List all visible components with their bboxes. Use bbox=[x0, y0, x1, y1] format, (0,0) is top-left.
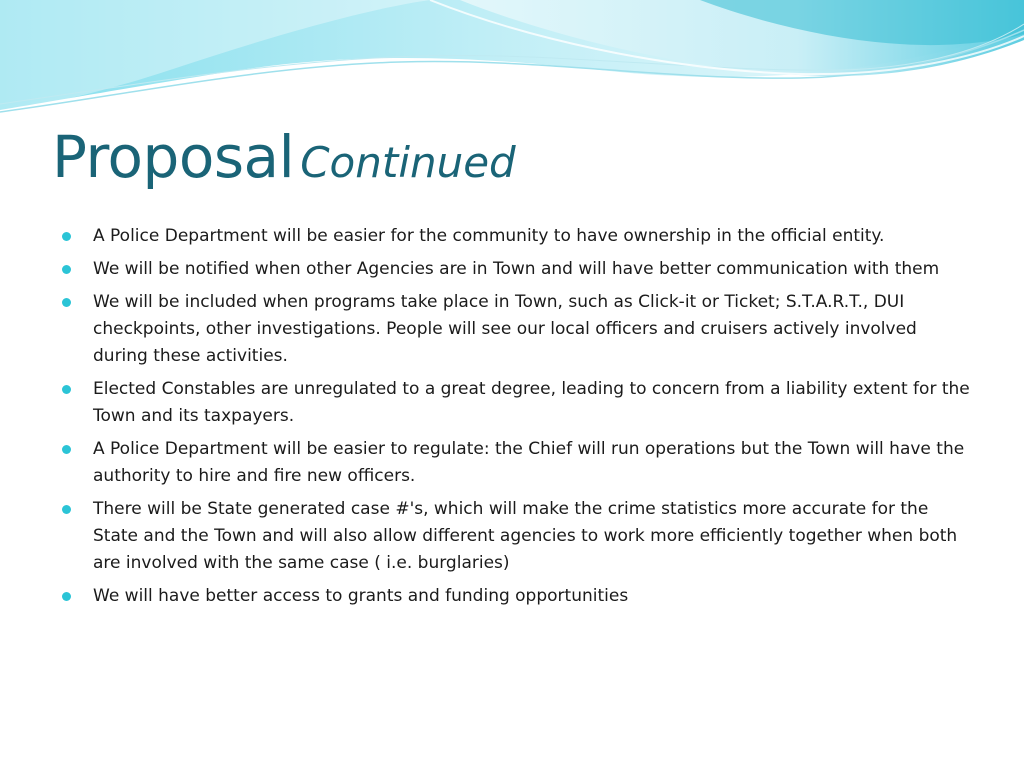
bullet-dot-icon bbox=[62, 298, 71, 307]
slide-title bbox=[52, 123, 516, 191]
bullet-item bbox=[62, 223, 970, 250]
slide-title-accent: Continued bbox=[300, 138, 516, 187]
bullet-text: A Police Department will be easier for the community to have ownership in the official entity. bbox=[93, 226, 885, 246]
header-wave-decoration bbox=[0, 0, 1024, 120]
bullet-text: We will have better access to grants and funding opportunities bbox=[93, 586, 629, 606]
bullet-dot-icon bbox=[62, 592, 71, 601]
bullet-item bbox=[62, 376, 970, 430]
bullet-dot-icon bbox=[62, 265, 71, 274]
bullet-dot-icon bbox=[62, 232, 71, 241]
bullet-list bbox=[62, 223, 970, 616]
bullet-text: Elected Constables are unregulated to a great degree, leading to concern from a liability extent for the Town and its taxpayers. bbox=[93, 379, 970, 426]
bullet-dot-icon bbox=[62, 385, 71, 394]
bullet-item bbox=[62, 583, 970, 610]
bullet-dot-icon bbox=[62, 505, 71, 514]
bullet-text: There will be State generated case #'s, which will make the crime statistics more accurate for the State and the Town and will also allow different agencies to work more efficiently together when both are involved with the same case ( i.e. burglaries) bbox=[93, 499, 958, 573]
bullet-item bbox=[62, 436, 970, 490]
bullet-text: We will be included when programs take place in Town, such as Click-it or Ticket; S.T.A.R.T., DUI checkpoints, other investigations. People will see our local officers and cruisers actively involved during these activities. bbox=[93, 292, 917, 366]
bullet-item bbox=[62, 256, 970, 283]
bullet-item bbox=[62, 289, 970, 370]
bullet-text: A Police Department will be easier to regulate: the Chief will run operations but the Town will have the authority to hire and fire new officers. bbox=[93, 439, 965, 486]
bullet-dot-icon bbox=[62, 445, 71, 454]
slide-title-main: Proposal bbox=[52, 123, 295, 191]
bullet-text: We will be notified when other Agencies are in Town and will have better communication with them bbox=[93, 259, 940, 279]
bullet-item bbox=[62, 496, 970, 577]
